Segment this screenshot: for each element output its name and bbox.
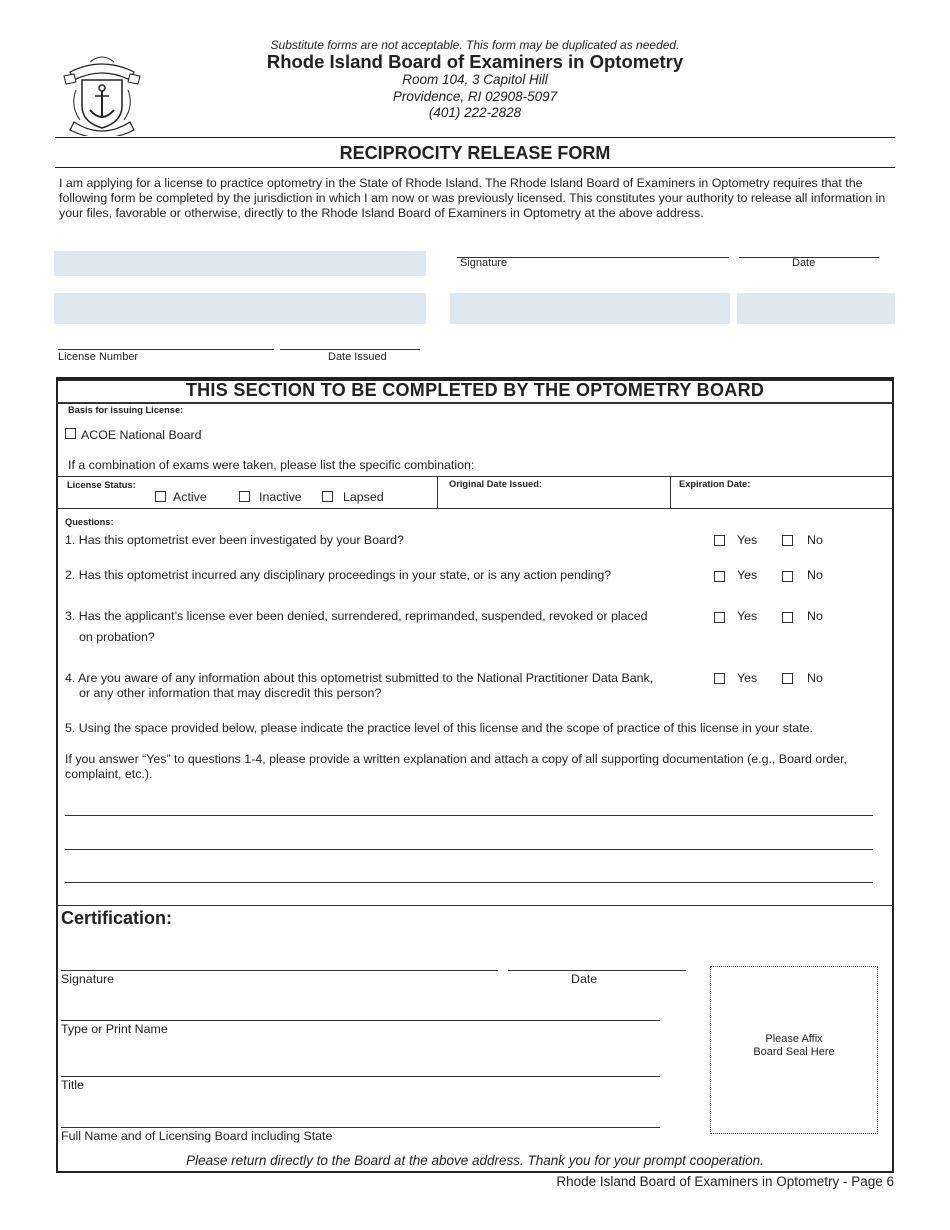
explanation-line-2[interactable] [65,849,873,850]
applicant-name-field[interactable] [54,251,426,276]
question-4-line-1: 4. Are you aware of any information about this optometrist submitted to the National Practitioner Data Bank, [65,671,654,685]
board-name-line[interactable] [61,1127,660,1128]
question-5: 5. Using the space provided below, please indicate the practice level of this license and the scope of practice of this license in your state. [65,721,813,735]
address-line-1: Room 104, 3 Capitol Hill [402,72,548,87]
q3-yes-label: Yes [737,609,758,623]
license-status-label: License Status: [67,480,136,490]
status-lapsed-label: Lapsed [343,490,384,504]
section-title-divider [56,402,894,404]
applicant-city-field[interactable] [450,293,730,324]
date-issued-line [280,349,420,350]
q4-yes-label: Yes [737,671,758,685]
cert-date-line[interactable] [508,970,686,971]
q3-no-label: No [807,609,823,623]
status-active-checkbox[interactable] [155,491,166,502]
acoe-checkbox[interactable] [65,428,76,439]
title-line[interactable] [61,1076,660,1077]
status-inactive-checkbox[interactable] [239,491,250,502]
question-4-line-2: or any other information that may discredit this person? [79,686,382,700]
q4-yes-checkbox[interactable] [714,673,725,684]
title-divider [55,167,895,168]
status-divider-2 [670,476,671,509]
applicant-date-label: Date [792,257,816,269]
status-row-top [56,476,894,477]
status-lapsed-checkbox[interactable] [322,491,333,502]
question-2: 2. Has this optometrist incurred any disciplinary proceedings in your state, or is any action pending? [65,568,612,582]
acoe-option-label: ACOE National Board [81,428,202,442]
q3-yes-checkbox[interactable] [714,612,725,623]
applicant-signature-label: Signature [460,257,508,269]
q2-yes-label: Yes [737,568,758,582]
board-name-label: Full Name and of Licensing Board including State [61,1129,333,1143]
header-divider [55,137,895,138]
q1-yes-label: Yes [737,533,758,547]
q4-no-label: No [807,671,823,685]
date-issued-label: Date Issued [328,351,387,363]
status-row-bottom [56,508,894,509]
q2-yes-checkbox[interactable] [714,571,725,582]
board-section-title: THIS SECTION TO BE COMPLETED BY THE OPTOMETRY BOARD [185,380,765,400]
question-3-line-1: 3. Has the applicant’s license ever been denied, surrendered, reprimanded, suspended, revoked or placed [65,609,648,623]
phone-number: (401) 222-2828 [428,105,522,120]
seal-instruction-line-1: Please Affix [765,1033,823,1045]
page-footer: Rhode Island Board of Examiners in Optometry - Page 6 [556,1174,894,1189]
combination-instruction: If a combination of exams were taken, please list the specific combination: [68,458,475,472]
cert-date-label: Date [571,972,598,986]
q1-yes-checkbox[interactable] [714,535,725,546]
basis-label: Basis for issuing License: [68,405,184,415]
license-number-line [58,349,274,350]
question-3-line-2: on probation? [79,630,155,644]
title-label: Title [61,1078,84,1092]
original-date-label: Original Date Issued: [449,479,542,489]
question-1: 1. Has this optometrist ever been investigated by your Board? [65,533,404,547]
status-inactive-label: Inactive [259,490,302,504]
print-name-label: Type or Print Name [61,1022,168,1036]
explanation-line-1[interactable] [65,815,873,816]
certification-title: Certification: [61,908,173,928]
cert-signature-label: Signature [61,972,115,986]
q1-no-label: No [807,533,823,547]
board-name: Rhode Island Board of Examiners in Optometry [266,51,684,72]
license-number-label: License Number [58,351,139,363]
explanation-instruction: If you answer “Yes” to questions 1-4, please provide a written explanation and attach a copy of all supporting documentation (e.g., Board order, complaint, etc.). [65,752,848,781]
form-title: RECIPROCITY RELEASE FORM [339,143,611,163]
print-name-line[interactable] [61,1020,660,1021]
q4-no-checkbox[interactable] [782,673,793,684]
status-divider-1 [437,476,438,509]
seal-instruction-line-2: Board Seal Here [753,1046,835,1058]
applicant-state-field[interactable] [737,293,895,324]
explanation-line-3[interactable] [65,882,873,883]
q3-no-checkbox[interactable] [782,612,793,623]
applicant-address-field[interactable] [54,293,426,324]
expiration-date-label: Expiration Date: [679,479,751,489]
intro-paragraph: I am applying for a license to practice optometry in the State of Rhode Island. The Rhode Island Board of Examiners in Optometry requires that the following form be completed by the jurisdiction in which I am now or was previously licensed. This constitutes your authority to release all information in your files, favorable or otherwise, directly to the Rhode Island Board of Examiners in Optometry at the above address. [59,176,886,220]
q2-no-checkbox[interactable] [782,571,793,582]
state-seal-icon [60,50,144,136]
return-note: Please return directly to the Board at the above address. Thank you for your prompt cooperation. [186,1153,764,1168]
status-active-label: Active [173,490,207,504]
cert-signature-line[interactable] [61,970,498,971]
address-line-2: Providence, RI 02908-5097 [392,89,558,104]
certification-divider [56,905,894,906]
q1-no-checkbox[interactable] [782,535,793,546]
q2-no-label: No [807,568,823,582]
seal-instruction [710,1033,878,1059]
header-note: Substitute forms are not acceptable. This form may be duplicated as needed. [270,38,680,52]
questions-label: Questions: [65,517,114,527]
